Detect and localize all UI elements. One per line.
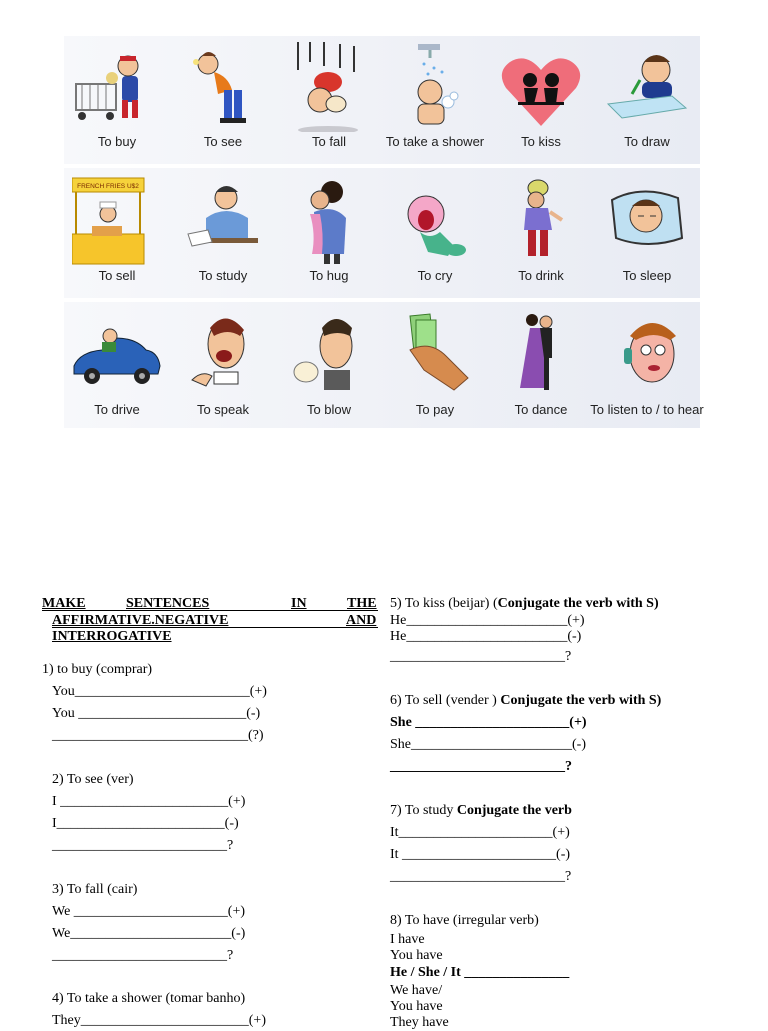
- exercise-3-line-question[interactable]: _________________________?: [52, 948, 234, 963]
- verb-picture-panel: [64, 36, 704, 428]
- exercise-8-line-he-she-it[interactable]: He / She / It _______________: [390, 965, 570, 980]
- exercise-4-line-affirmative[interactable]: They________________________(+): [52, 1013, 266, 1028]
- exercise-8-line-we: We have/: [390, 983, 443, 998]
- falling-man-illustration: [284, 42, 374, 132]
- title-line-2: AFFIRMATIVE.NEGATIVE: [52, 613, 229, 628]
- verb-caption: To cry: [417, 268, 453, 283]
- row-divider: [64, 164, 700, 168]
- verb-card-to-drive: [64, 304, 170, 432]
- drawing-boy-illustration: [602, 42, 692, 132]
- exercise-1-line-negative[interactable]: You ________________________(-): [52, 706, 261, 721]
- exercise-7-heading-text: 7) To study: [390, 803, 457, 818]
- exercise-8-line-they: They have: [390, 1015, 449, 1030]
- exercise-5-heading-instruction: Conjugate the verb with S): [497, 596, 659, 611]
- exercise-2-line-affirmative[interactable]: I ________________________(+): [52, 794, 246, 809]
- verb-caption: To fall: [312, 134, 346, 149]
- verb-card-to-sleep: [594, 170, 700, 298]
- title-underline: [52, 627, 378, 628]
- verb-card-to-sell: [64, 170, 170, 298]
- fries-stand-illustration: [72, 176, 162, 266]
- verb-card-to-cry: [382, 170, 488, 298]
- title-underline: [42, 610, 378, 611]
- exercise-3-heading: 3) To fall (cair): [52, 882, 138, 897]
- verb-caption: To dance: [514, 402, 568, 417]
- verb-row-2: [64, 170, 700, 298]
- exercise-7-line-negative[interactable]: It ______________________(-): [390, 847, 571, 862]
- verb-caption: To see: [203, 134, 243, 149]
- verb-caption: To kiss: [521, 134, 561, 149]
- exercise-7-line-affirmative[interactable]: It______________________(+): [390, 825, 570, 840]
- exercise-6-line-question[interactable]: _________________________?: [390, 759, 572, 774]
- exercise-6-heading-instruction: Conjugate the verb with S): [500, 693, 662, 708]
- exercise-4-heading: 4) To take a shower (tomar banho): [52, 991, 246, 1006]
- verb-card-to-dance: [488, 304, 594, 432]
- exercise-7-line-question[interactable]: _________________________?: [390, 869, 572, 884]
- exercise-3-line-negative[interactable]: We_______________________(-): [52, 926, 246, 941]
- verb-card-to-take-a-shower: [382, 36, 488, 164]
- verb-card-to-kiss: [488, 36, 594, 164]
- verb-caption: To hug: [309, 268, 349, 283]
- looking-man-illustration: [178, 42, 268, 132]
- exercise-6-line-affirmative[interactable]: She ______________________(+): [390, 715, 587, 730]
- dancing-couple-illustration: [496, 310, 586, 400]
- exercise-5-line-question[interactable]: _________________________?: [390, 649, 572, 664]
- title-word: IN: [291, 596, 307, 611]
- verb-caption: To take a shower: [385, 134, 485, 149]
- exercise-1-heading: 1) to buy (comprar): [42, 662, 153, 677]
- exercise-8-line-i: I have: [390, 932, 425, 947]
- exercise-1-line-affirmative[interactable]: You_________________________(+): [52, 684, 267, 699]
- verb-card-to-hug: [276, 170, 382, 298]
- blowing-man-illustration: [284, 310, 374, 400]
- verb-caption: To pay: [415, 402, 455, 417]
- verb-card-to-fall: [276, 36, 382, 164]
- hugging-couple-illustration: [284, 176, 374, 266]
- shopping-cart-man-illustration: [72, 42, 162, 132]
- verb-card-to-pay: [382, 304, 488, 432]
- verb-row-1: [64, 36, 700, 164]
- verb-card-to-listen-to-to-hear: [590, 304, 704, 432]
- exercise-5-line-affirmative[interactable]: He_______________________(+): [390, 613, 585, 628]
- verb-caption: To draw: [624, 134, 670, 149]
- exercise-1-line-question[interactable]: ____________________________(?): [52, 728, 264, 743]
- title-word: THE: [347, 596, 377, 611]
- verb-caption: To blow: [306, 402, 352, 417]
- verb-caption: To sleep: [622, 268, 672, 283]
- verb-card-to-buy: [64, 36, 170, 164]
- drinking-man-illustration: [496, 176, 586, 266]
- stand-sign-text: FRENCH FRIES U$2: [77, 183, 139, 190]
- exercise-3-line-affirmative[interactable]: We ______________________(+): [52, 904, 246, 919]
- exercise-8-line-you-plural: You have: [390, 999, 443, 1014]
- money-hand-illustration: [390, 310, 480, 400]
- verb-card-to-drink: [488, 170, 594, 298]
- verb-card-to-see: [170, 36, 276, 164]
- headphones-man-illustration: [602, 310, 692, 400]
- title-line-3: INTERROGATIVE: [52, 629, 172, 644]
- title-word: MAKE: [42, 596, 86, 611]
- verb-caption: To sell: [98, 268, 136, 283]
- speaking-man-illustration: [178, 310, 268, 400]
- verb-card-to-draw: [594, 36, 700, 164]
- verb-caption: To speak: [196, 402, 250, 417]
- verb-caption: To listen to / to hear: [590, 402, 704, 417]
- exercise-2-line-question[interactable]: _________________________?: [52, 838, 234, 853]
- exercise-2-heading: 2) To see (ver): [52, 772, 134, 787]
- verb-caption: To drink: [518, 268, 564, 283]
- crying-baby-illustration: [390, 176, 480, 266]
- exercise-5-heading: [390, 596, 659, 612]
- verb-caption: To drive: [94, 402, 140, 417]
- title-line-2-end: AND: [346, 613, 377, 628]
- verb-card-to-speak: [170, 304, 276, 432]
- exercise-8-line-you: You have: [390, 948, 443, 963]
- shower-man-illustration: [390, 42, 480, 132]
- driving-car-illustration: [72, 310, 162, 400]
- exercise-6-heading-text: 6) To sell (vender ): [390, 693, 501, 708]
- sleeping-man-illustration: [602, 176, 692, 266]
- verb-caption: To buy: [97, 134, 137, 149]
- verb-row-3: [64, 304, 704, 432]
- exercise-6-heading: [390, 693, 661, 709]
- title-word: SENTENCES: [126, 596, 210, 611]
- exercise-7-heading: [390, 803, 572, 819]
- row-divider: [64, 298, 700, 302]
- exercise-8-heading: 8) To have (irregular verb): [390, 913, 539, 928]
- verb-caption: To study: [198, 268, 248, 283]
- studying-man-illustration: [178, 176, 268, 266]
- exercise-5-line-negative[interactable]: He_______________________(-): [390, 629, 582, 644]
- exercise-7-heading-instruction: Conjugate the verb: [456, 803, 572, 818]
- exercise-2-line-negative[interactable]: I________________________(-): [52, 816, 239, 831]
- exercise-6-line-negative[interactable]: She_______________________(-): [390, 737, 586, 752]
- verb-card-to-study: [170, 170, 276, 298]
- heart-couple-illustration: [496, 42, 586, 132]
- verb-card-to-blow: [276, 304, 382, 432]
- exercise-5-heading-text: 5) To kiss (beijar) (: [390, 596, 498, 611]
